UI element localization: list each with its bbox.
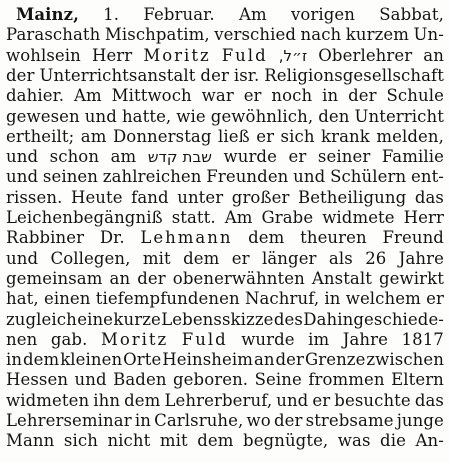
word: Sabbat, [379, 5, 444, 24]
word: vorigen [290, 5, 356, 24]
word: und [6, 167, 39, 187]
word: er [231, 248, 250, 268]
word: Familie [381, 147, 444, 167]
word: strebsame [305, 411, 394, 430]
word: Unterricht [354, 106, 444, 126]
word: er [426, 289, 444, 309]
word: frommen [308, 370, 385, 390]
word: an [423, 45, 444, 65]
word: kurze [113, 309, 161, 329]
word: er [256, 126, 275, 146]
word: das [414, 187, 444, 207]
word: an [109, 268, 131, 288]
word: junge [396, 411, 444, 430]
word: Jahre [342, 329, 389, 349]
word: Am [73, 86, 102, 106]
word: mit [142, 248, 171, 268]
word: Un- [413, 25, 444, 45]
word: Grabe [261, 208, 314, 227]
word: den [318, 106, 350, 126]
word: Orte [123, 350, 162, 370]
word: der [137, 268, 166, 288]
word: ihn [93, 390, 121, 410]
word: Hessen [6, 370, 69, 390]
word: zwischen [366, 350, 444, 370]
word: und [6, 248, 39, 268]
word: dem [183, 248, 220, 268]
word: fand [131, 187, 169, 207]
word: war [201, 86, 234, 106]
text-line [6, 429, 444, 453]
word: zahlreichen [102, 167, 202, 187]
word: wurde [241, 329, 295, 349]
word: obenerwähnten [172, 268, 305, 288]
word: widmete [322, 208, 395, 227]
word: Mann [6, 431, 55, 451]
word: Fuld [181, 329, 228, 349]
word: und [74, 370, 107, 390]
word: seiner [317, 147, 371, 167]
word: sich [63, 431, 98, 451]
word: im [308, 329, 330, 349]
word: ז״ל, [278, 46, 308, 65]
word: nach [300, 25, 342, 45]
word: dahier. [6, 86, 65, 106]
word: Februar. [143, 5, 215, 24]
word: der [273, 411, 303, 430]
word: nen [6, 329, 38, 349]
word: verschied [214, 25, 297, 45]
word: isr. [233, 65, 260, 85]
word: an [253, 350, 275, 370]
word: Rabbiner [6, 228, 85, 248]
word: Moritz [143, 45, 211, 65]
word: er [243, 86, 262, 106]
word: Moritz [100, 329, 169, 349]
word: der [275, 350, 305, 370]
word: Herr [403, 208, 444, 227]
word: Schülern [330, 167, 407, 187]
word: Am [224, 208, 253, 227]
word: Am [238, 5, 267, 24]
word: eine [77, 309, 114, 329]
word: kurzem [345, 25, 410, 45]
word: Lehrerberuf, [164, 390, 273, 410]
word: Lehmann [140, 228, 233, 248]
word: tiefempfundenen [95, 289, 240, 309]
word: wohlsein [6, 45, 81, 65]
word: Jahre [398, 248, 444, 268]
word: am [110, 147, 137, 167]
word: melden, [376, 126, 444, 146]
word: in [322, 86, 339, 106]
word: ent- [410, 167, 444, 187]
word: Grenze [304, 350, 366, 370]
word: Lehrerseminar [6, 411, 132, 430]
word: mit [159, 431, 188, 451]
word: noch [271, 86, 313, 106]
word: statt. [171, 208, 216, 227]
word: welchem [345, 289, 421, 309]
word: Oberlehrer [318, 45, 413, 65]
word: Fuld [221, 45, 268, 65]
word: Heute [70, 187, 123, 207]
word: krank [321, 126, 370, 146]
word: Freunden [206, 167, 289, 187]
word: geboren. [173, 370, 249, 390]
word: Anstalt [311, 268, 372, 288]
word: und [6, 147, 39, 167]
word: Religionsgesellschaft [264, 65, 444, 85]
word: theuren [300, 228, 367, 248]
word: Carlsruhe, [154, 411, 244, 430]
word: Nachruf, [244, 289, 320, 309]
word: Betheiligung [297, 187, 407, 207]
word: widmeten [6, 390, 90, 410]
word: ließ [218, 126, 250, 146]
word: wie [176, 106, 206, 126]
word: in [324, 289, 341, 309]
word: als [328, 248, 353, 268]
word: der [6, 65, 35, 85]
word: Donnerstag [112, 126, 212, 146]
word: Mischpatim, [104, 25, 210, 45]
word: er [288, 147, 307, 167]
word: in [134, 411, 151, 430]
word: gewesen [6, 106, 80, 126]
word: in [6, 350, 23, 370]
word: Collegen, [50, 248, 131, 268]
word: des [273, 309, 303, 329]
word: Lebensskizze [161, 309, 274, 329]
word: 26 [365, 248, 387, 268]
word: das [414, 390, 444, 410]
word: dem [248, 228, 285, 248]
word: Heinsheim [162, 350, 254, 370]
word: Leichenbegängniß [6, 208, 163, 227]
word: schon [49, 147, 100, 167]
word: Eltern [391, 370, 444, 390]
word: Mainz, [16, 5, 79, 24]
word: wo [246, 411, 271, 430]
word: unter [177, 187, 224, 207]
word: Unterrichtsanstalt [39, 65, 196, 85]
word: kleinen [60, 350, 123, 370]
word: gab. [50, 329, 88, 349]
word: dem [124, 390, 161, 410]
word: ertheilt; [6, 126, 75, 146]
word: einen [43, 289, 91, 309]
word: er [312, 390, 331, 410]
word: gewirkt [379, 268, 444, 288]
word: nicht [107, 431, 151, 451]
word: was [337, 431, 371, 451]
word: sich [280, 126, 315, 146]
word: zugleich [6, 309, 77, 329]
word: der [348, 86, 377, 106]
word: שבת קדש [147, 148, 212, 167]
word: gewöhnlich, [210, 106, 314, 126]
word: rissen. [6, 187, 63, 207]
word: die [380, 431, 406, 451]
word: Dahingeschiede- [303, 309, 444, 329]
word: dem [197, 431, 234, 451]
word: Paraschath [6, 25, 101, 45]
word: am [80, 126, 107, 146]
word: länger [261, 248, 317, 268]
word: Seine [254, 370, 302, 390]
word: hatte, [121, 106, 172, 126]
word: wurde [223, 147, 277, 167]
word: und [293, 167, 326, 187]
word: hat, [6, 289, 39, 309]
word: gemeinsam [6, 268, 103, 288]
word: Baden [113, 370, 167, 390]
word: und [276, 390, 309, 410]
word: und [84, 106, 117, 126]
word: seinen [42, 167, 99, 187]
word: großer [231, 187, 290, 207]
word: Freund [382, 228, 444, 248]
word: Dr. [99, 228, 125, 248]
word: der [200, 65, 229, 85]
word: 1. [103, 5, 120, 24]
word: Mittwoch [111, 86, 192, 106]
word: An- [415, 431, 444, 451]
word: 1817 [401, 329, 444, 349]
word: dem [23, 350, 60, 370]
word: Herr [91, 45, 133, 65]
word: Schule [386, 86, 444, 106]
word: besuchte [334, 390, 411, 410]
word: begnügte, [243, 431, 329, 451]
